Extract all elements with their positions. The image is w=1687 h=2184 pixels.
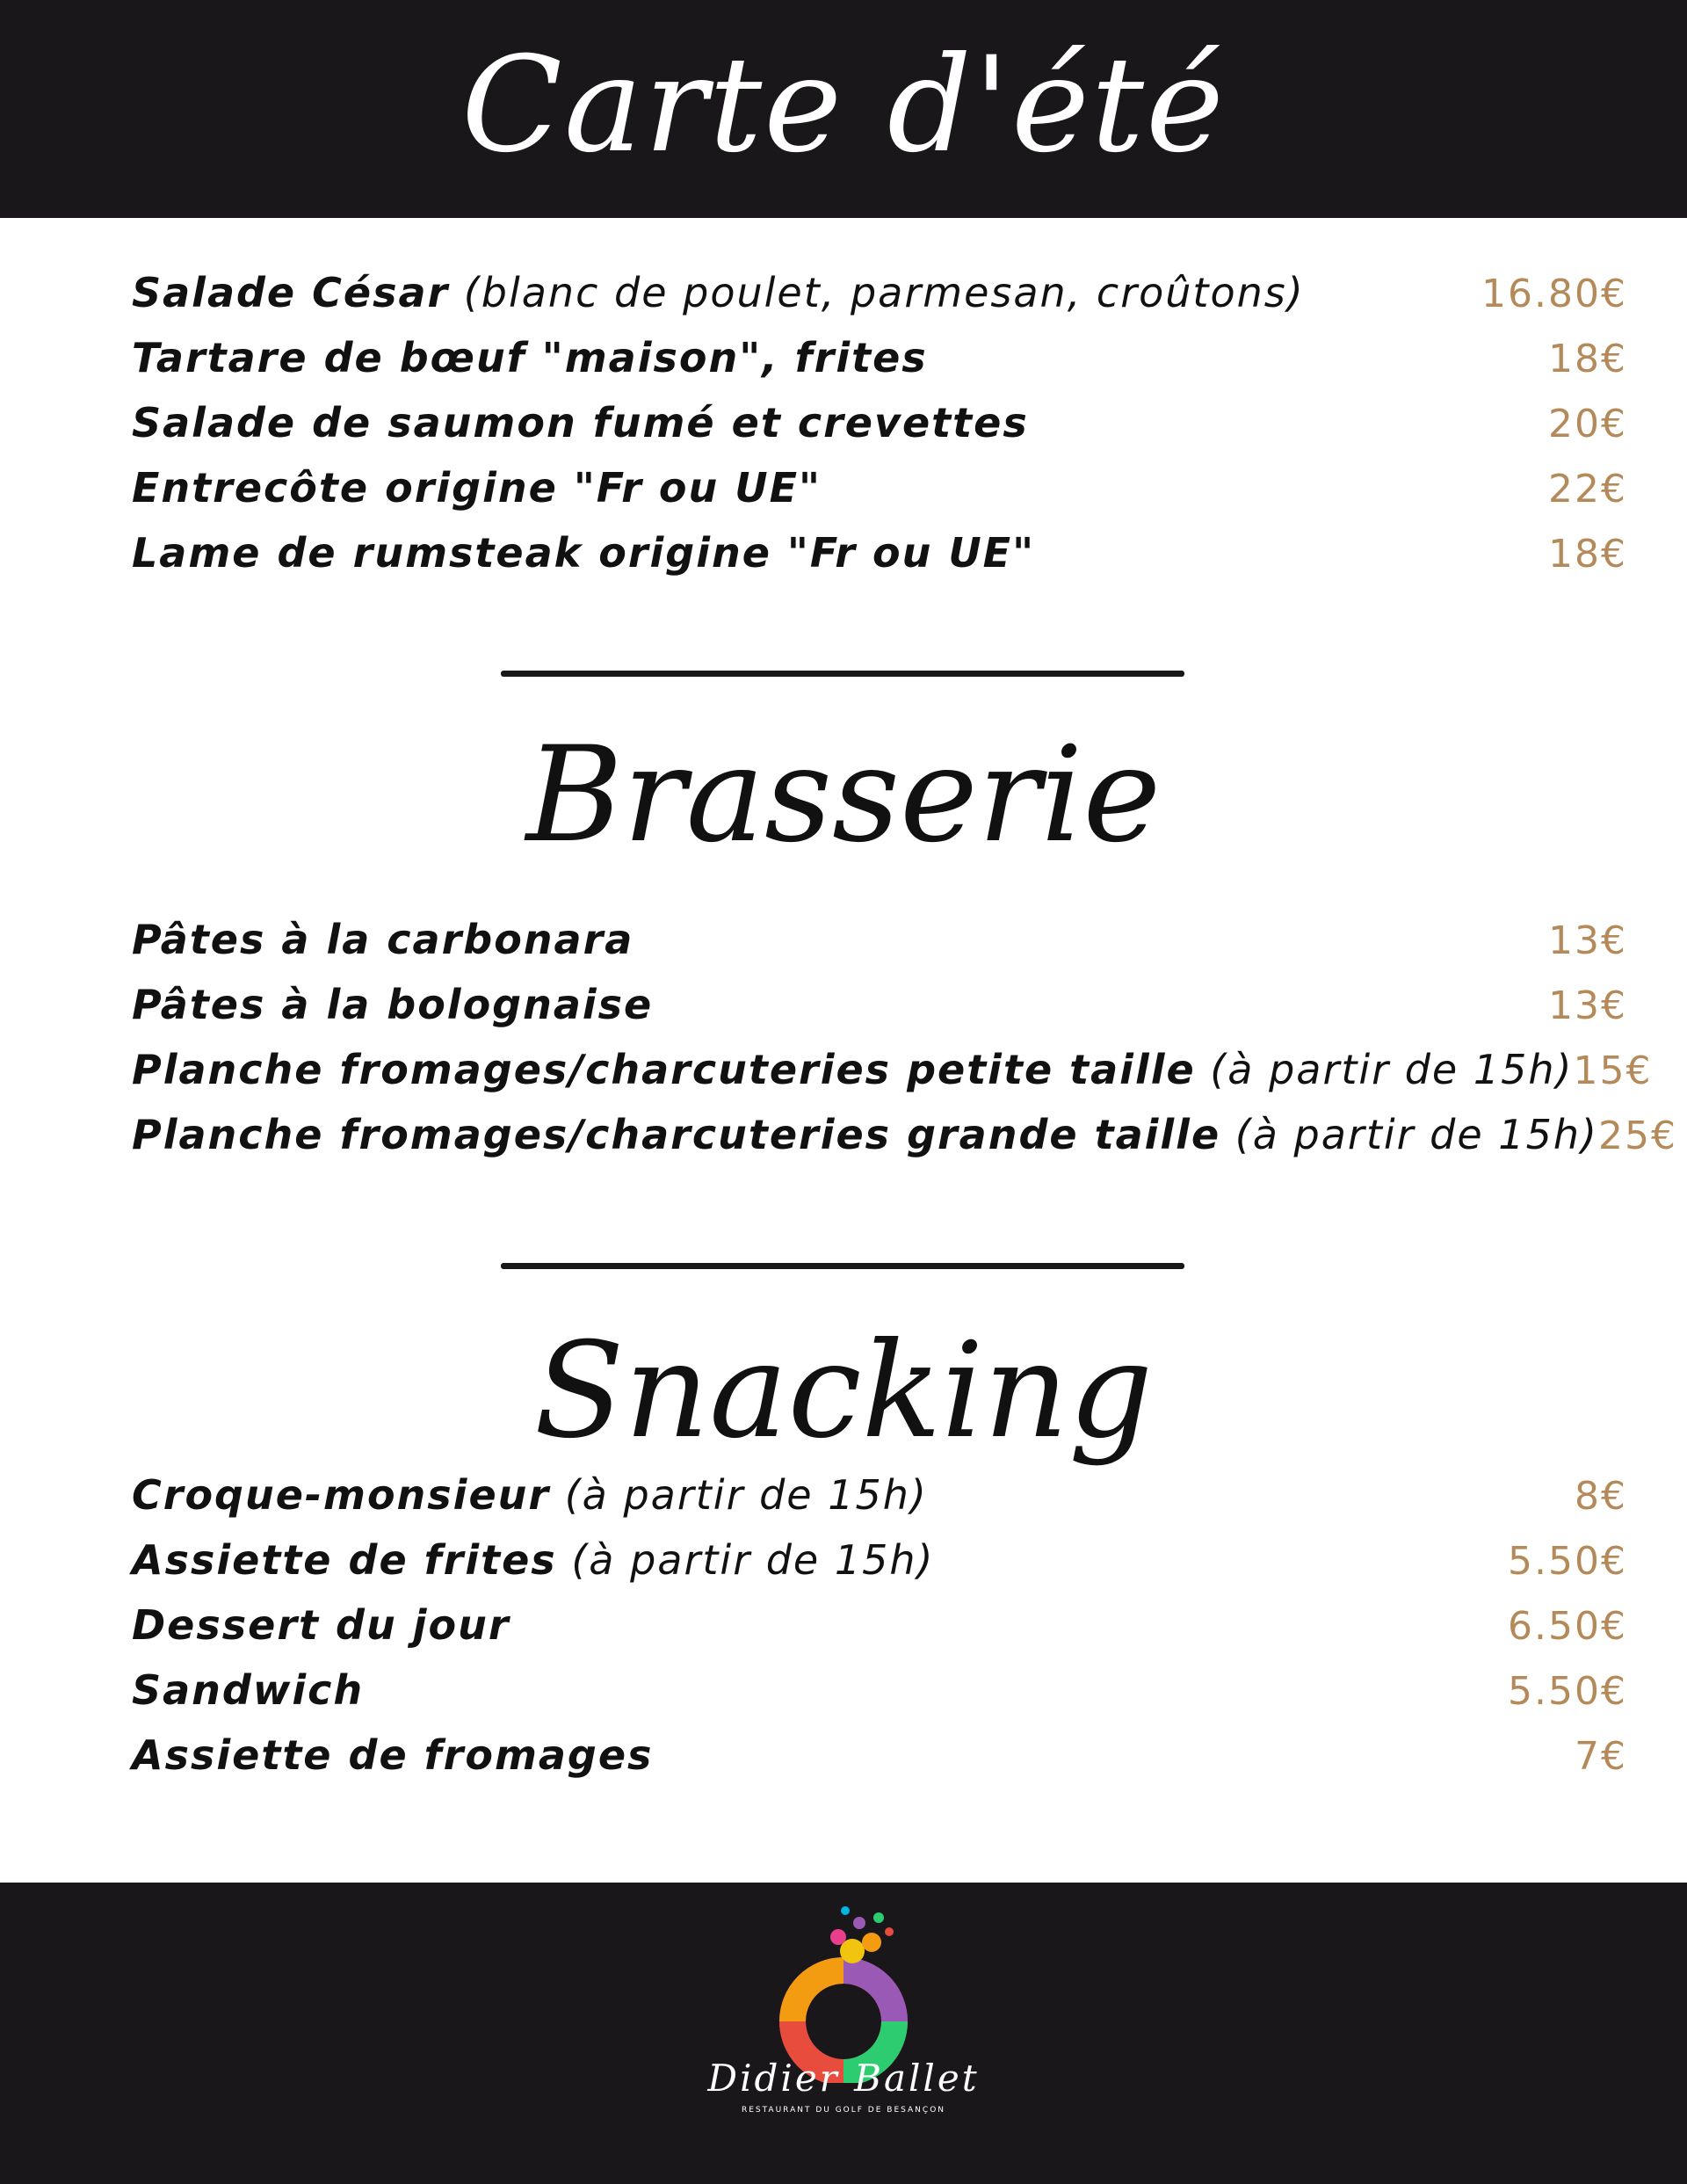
item-name: Salade César xyxy=(132,269,450,316)
item-price: 22€ xyxy=(1548,467,1627,512)
item-name: Dessert du jour xyxy=(132,1601,510,1649)
item-name: Pâtes à la carbonara xyxy=(132,916,634,963)
item-price: 15€ xyxy=(1573,1048,1653,1093)
item-name: Croque-monsieur xyxy=(132,1471,551,1519)
list-item xyxy=(132,1527,1627,1593)
item-price: 25€ xyxy=(1597,1114,1677,1158)
list-item xyxy=(132,1102,1677,1167)
item-price: 5.50€ xyxy=(1508,1539,1627,1584)
item-note: (blanc de poulet, parmesan, croûtons) xyxy=(449,269,1305,316)
list-item xyxy=(132,325,1627,390)
item-name: Sandwich xyxy=(132,1666,365,1714)
item-price: 13€ xyxy=(1548,983,1627,1028)
item-price: 18€ xyxy=(1548,532,1627,577)
item-name: Planche fromages/charcuteries grande taille xyxy=(132,1111,1221,1158)
list-item xyxy=(132,260,1627,325)
item-name: Planche fromages/charcuteries petite taille xyxy=(132,1046,1196,1093)
list-item xyxy=(132,1037,1653,1102)
list-item xyxy=(132,390,1627,455)
page-title: Carte d'été xyxy=(461,29,1226,182)
item-price: 13€ xyxy=(1548,918,1627,963)
item-price: 5.50€ xyxy=(1508,1669,1627,1714)
item-name: Salade de saumon fumé et crevettes xyxy=(132,399,1029,446)
item-note: (à partir de 15h) xyxy=(1195,1046,1574,1093)
list-item xyxy=(132,1658,1627,1723)
list-item xyxy=(132,907,1627,972)
item-note: (à partir de 15h) xyxy=(1220,1111,1598,1158)
list-item xyxy=(132,520,1627,585)
item-price: 8€ xyxy=(1575,1474,1627,1519)
snacking-title: Snacking xyxy=(533,1315,1154,1468)
brasserie-title: Brasserie xyxy=(525,719,1162,872)
item-price: 6.50€ xyxy=(1508,1604,1627,1649)
header-banner xyxy=(0,0,1687,218)
item-price: 7€ xyxy=(1575,1734,1627,1779)
brand-subtitle: RESTAURANT DU GOLF DE BESANÇON xyxy=(741,2106,946,2115)
colorful-ring-logo-icon xyxy=(764,1898,923,2083)
snacking-list xyxy=(132,1462,1627,1788)
list-item xyxy=(132,455,1627,520)
section-divider xyxy=(501,1263,1184,1269)
brasserie-list xyxy=(132,907,1677,1167)
list-item xyxy=(132,1462,1627,1527)
item-name: Tartare de bœuf "maison", frites xyxy=(132,334,928,381)
list-item xyxy=(132,1723,1627,1788)
list-item xyxy=(132,1593,1627,1658)
item-price: 18€ xyxy=(1548,337,1627,381)
item-name: Pâtes à la bolognaise xyxy=(132,981,654,1028)
item-note: (à partir de 15h) xyxy=(550,1471,928,1519)
list-item xyxy=(132,972,1627,1037)
item-note: (à partir de 15h) xyxy=(556,1536,935,1584)
item-name: Lame de rumsteak origine "Fr ou UE" xyxy=(132,529,1036,577)
section-divider xyxy=(501,671,1184,677)
item-price: 16.80€ xyxy=(1481,272,1627,316)
brand-name: Didier Ballet xyxy=(707,2057,980,2100)
item-name: Assiette de frites xyxy=(132,1536,557,1584)
item-price: 20€ xyxy=(1548,402,1627,446)
item-name: Entrecôte origine "Fr ou UE" xyxy=(132,464,822,512)
item-name: Assiette de fromages xyxy=(132,1731,654,1779)
carte-ete-list xyxy=(132,260,1627,585)
